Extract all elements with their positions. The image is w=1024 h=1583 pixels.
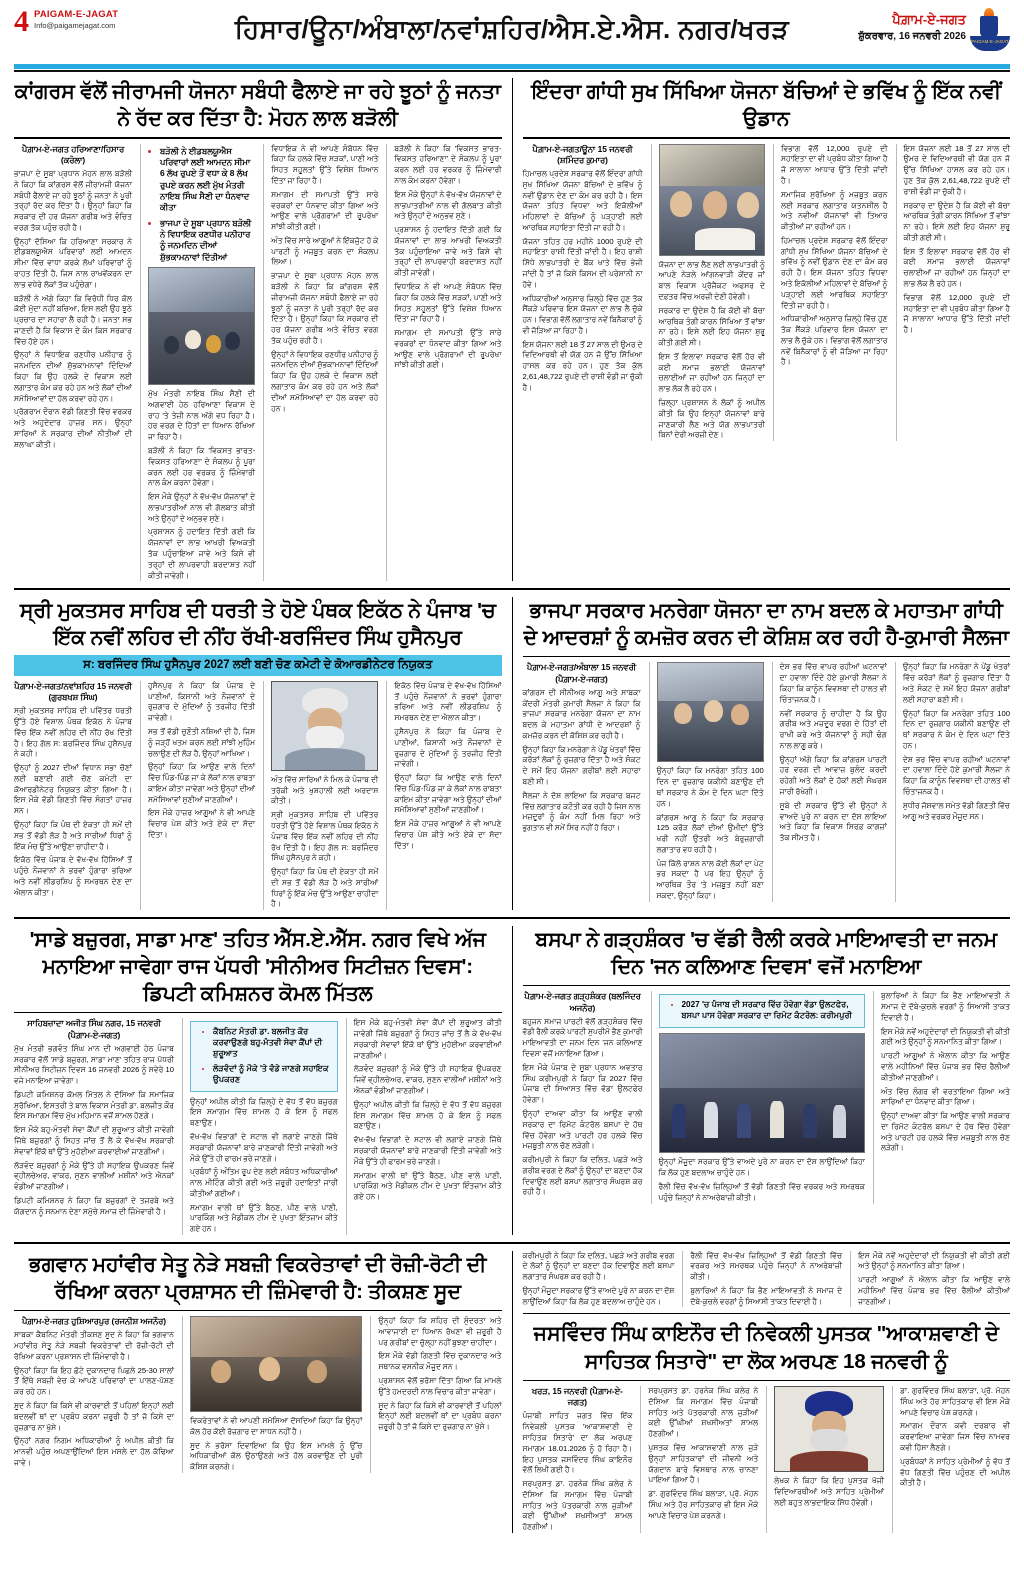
paragraph: ਉਨ੍ਹਾਂ ਅਪੀਲ ਕੀਤੀ ਕਿ ਜ਼ਿਲ੍ਹੇ ਦੇ ਵੱਧ ਤੋਂ ਵੱਧ ਬਜ਼ੁਰਗ ਇਸ ਸਮਾਗਮ ਵਿੱਚ ਸ਼ਾਮਲ ਹੋ ਕੇ ਇਸ ਨੂੰ ਸਫਲ ਬਣਾਉਣ। xyxy=(353,1099,502,1131)
paragraph: ਇਸ ਮੌਕੇ ਬਹੁ-ਮੰਤਵੀ ਸੇਵਾ ਕੈਂਪਾਂ ਦੀ ਸ਼ੁਰੂਆਤ ਕੀਤੀ ਜਾਵੇਗੀ ਜਿੱਥੇ ਬਜ਼ੁਰਗਾਂ ਨੂੰ ਸਿਹਤ ਜਾਂਚ ਤੋਂ ਲੈ ਕੇ ਵੱਖ-ਵੱਖ ਸਰਕਾਰੀ ਸੇਵਾਵਾਂ ਇੱਕੋ ਥਾਂ ਉੱਤੇ ਮੁਹੱਈਆ ਕਰਵਾਈਆਂ ਜਾਣਗੀਆਂ। xyxy=(14,1125,174,1156)
paragraph: ਪੁਸਤਕ ਵਿੱਚ ਆਕਾਸ਼ਵਾਣੀ ਨਾਲ ਜੁੜੇ ਉਨ੍ਹਾਂ ਸਾਹਿਤਕਾਰਾਂ ਦੀ ਜੀਵਨੀ ਅਤੇ ਯੋਗਦਾਨ ਬਾਰੇ ਵਿਸਥਾਰ ਨਾਲ ਚਾਨਣਾ ਪਾਇਆ ਗਿਆ ਹੈ। xyxy=(648,1442,759,1485)
paragraph: ਯੋਜਨਾ ਤਹਿਤ ਹਰ ਮਹੀਨੇ 1000 ਰੁਪਏ ਦੀ ਸਹਾਇਤਾ ਰਾਸ਼ੀ ਦਿੱਤੀ ਜਾਂਦੀ ਹੈ। ਇਹ ਰਾਸ਼ੀ ਸਿੱਧੇ ਲਾਭਪਾਤਰੀ ਦੇ ਬੈਂਕ ਖਾਤੇ ਵਿੱਚ ਭੇਜੀ ਜਾਂਦੀ ਹੈ ਤਾਂ ਜੋ ਕਿਸੇ ਕਿਸਮ ਦੀ ਪਰੇਸ਼ਾਨੀ ਨਾ ਹੋਵੇ। xyxy=(522,236,643,289)
list-item: • ਭਾਜਪਾ ਦੇ ਸੂਬਾ ਪ੍ਰਧਾਨ ਬੜੋਲੀ ਨੇ ਵਿਧਾਇਕ ਰਣਧੀਰ ਪਨੀਹਾਰ ਨੂੰ ਜਨਮਦਿਨ ਦੀਆਂ ਸ਼ੁੱਭਕਾਮਨਾਵਾਂ ਦਿੱਤੀਆਂ xyxy=(160,218,255,263)
paragraph: ਉਨ੍ਹਾਂ ਕਿਹਾ ਕਿ ਮਨਰੇਗਾ ਤਹਿਤ 100 ਦਿਨ ਦਾ ਰੁਜ਼ਗਾਰ ਯਕੀਨੀ ਬਣਾਉਣ ਦੀ ਥਾਂ ਸਰਕਾਰ ਨੇ ਕੰਮ ਦੇ ਦਿਨ ਘਟਾ ਦਿੱਤੇ ਹਨ। xyxy=(656,766,764,808)
story5-rule xyxy=(14,1012,502,1014)
edition-list: ਹਿਸਾਰ/ਊਨਾ/ਅੰਬਾਲਾ/ਨਵਾਂਸ਼ਹਿਰ/ਐਸ.ਏ.ਐਸ. ਨਗਰ/ਖਰੜ xyxy=(234,14,790,44)
photo-figure xyxy=(670,191,692,217)
paragraph: ਜ਼ਿਲ੍ਹਾ ਪ੍ਰਸ਼ਾਸਨ ਨੇ ਲੋਕਾਂ ਨੂੰ ਅਪੀਲ ਕੀਤੀ ਕਿ ਉਹ ਇਨ੍ਹਾਂ ਯੋਜਨਾਵਾਂ ਬਾਰੇ ਜਾਣਕਾਰੀ ਲੈਣ ਅਤੇ ਯੋਗ ਲਾਭਪਾਤਰੀ ਬਿਨਾਂ ਦੇਰੀ ਅਰਜ਼ੀ ਦੇਣ। xyxy=(658,397,765,440)
masthead-left xyxy=(14,6,224,37)
paragraph: ਬੁਲਾਰਿਆਂ ਨੇ ਕਿਹਾ ਕਿ ਭੈਣ ਮਾਇਆਵਤੀ ਨੇ ਸਮਾਜ ਦੇ ਦੱਬੇ-ਕੁਚਲੇ ਵਰਗਾਂ ਨੂੰ ਸਿਆਸੀ ਤਾਕਤ ਦਿਵਾਈ ਹੈ। xyxy=(690,1285,843,1306)
block-bottom xyxy=(14,1251,1010,1533)
story3-columns xyxy=(523,662,1011,901)
story6-dateline: ਪੈਗ਼ਾਮ-ਏ-ਜਗਤ ਗੜ੍ਹਸ਼ੰਕਰ (ਬਲਜਿੰਦਰ ਅਜਨੌਰ) xyxy=(524,991,641,1013)
story4-col4 xyxy=(386,681,501,910)
story7-headline: ਭਗਵਾਨ ਮਹਾਂਵੀਰ ਸੇਤੂ ਨੇੜੇ ਸਬਜ਼ੀ ਵਿਕਰੇਤਾਵਾਂ ਦੀ ਰੋਜ਼ੀ-ਰੋਟੀ ਦੀ ਰੱਖਿਆ ਕਰਨਾ ਪ੍ਰਸ਼ਾਸਨ ਦੀ ਜ਼ਿੰਮੇਵਾਰੀ ਹੈ: ਤੀਕਸ਼ਣ ਸੂਦ xyxy=(29,1252,487,1303)
story1-columns xyxy=(14,144,502,582)
story4-col3 xyxy=(263,681,378,910)
horizontal-divider xyxy=(14,1242,1010,1244)
photo-figure xyxy=(225,332,240,350)
paragraph: ਪ੍ਰਬੰਧਾਂ ਨੂੰ ਅੰਤਿਮ ਰੂਪ ਦੇਣ ਲਈ ਸਬੰਧਤ ਅਧਿਕਾਰੀਆਂ ਨਾਲ ਮੀਟਿੰਗ ਕੀਤੀ ਗਈ ਅਤੇ ਜ਼ਰੂਰੀ ਹਦਾਇਤਾਂ ਜਾਰੀ ਕੀਤੀਆਂ ਗਈਆਂ। xyxy=(190,1167,338,1198)
paragraph: ਵਿਕਰੇਤਾਵਾਂ ਨੇ ਵੀ ਆਪਣੀ ਸਮੱਸਿਆ ਦੱਸਦਿਆਂ ਕਿਹਾ ਕਿ ਉਨ੍ਹਾਂ ਕੋਲ ਹੋਰ ਕੋਈ ਰੋਜ਼ਗਾਰ ਦਾ ਸਾਧਨ ਨਹੀਂ ਹੈ। xyxy=(190,1416,363,1436)
paragraph: ਉਨ੍ਹਾਂ ਕਿਹਾ ਕਿ ਆਉਣ ਵਾਲੇ ਦਿਨਾਂ ਵਿੱਚ ਪਿੰਡ-ਪਿੰਡ ਜਾ ਕੇ ਲੋਕਾਂ ਨਾਲ ਰਾਬਤਾ ਕਾਇਮ ਕੀਤਾ ਜਾਵੇਗਾ ਅਤੇ ਉਨ੍ਹਾਂ ਦੀਆਂ ਸਮੱਸਿਆਵਾਂ ਸੁਣੀਆਂ ਜਾਣਗੀਆਂ। xyxy=(394,773,502,815)
paragraph: ਅੰਤ ਵਿੱਚ ਸਾਰਿਆਂ ਨੇ ਮਿਲ ਕੇ ਪੰਜਾਬ ਦੀ ਤਰੱਕੀ ਅਤੇ ਖੁਸ਼ਹਾਲੀ ਲਈ ਅਰਦਾਸ ਕੀਤੀ। xyxy=(271,774,379,806)
story8-headline: ਜਸਵਿੰਦਰ ਸਿੰਘ ਕਾਇਨੌਰ ਦੀ ਨਿਵੇਕਲੀ ਪੁਸਤਕ "ਆਕਾਸ਼ਵਾਣੀ ਦੇ ਸਾਹਿਤਕ ਸਿਤਾਰੇ" ਦਾ ਲੋਕ ਅਰਪਣ 18 ਜਨਵਰੀ ਨੂੰ xyxy=(533,1322,999,1373)
photo-figure xyxy=(259,1357,280,1381)
column-divider xyxy=(512,78,513,581)
story6-continued xyxy=(523,1251,1011,1308)
story4-subbanner: ਸ: ਬਰਜਿੰਦਰ ਸਿੰਘ ਹੁਸੈਨਪੁਰ 2027 ਲਈ ਬਣੀ ਚੋਣ ਕਮੇਟੀ ਦੇ ਕੋਆਰਡੀਨੇਟਰ ਨਿਯੁਕਤ xyxy=(14,655,502,676)
story3-col2 xyxy=(649,662,764,901)
horizontal-divider xyxy=(14,917,1010,919)
paragraph: ਉਨ੍ਹਾਂ ਕਿਹਾ ਕਿ ਆਉਣ ਵਾਲੇ ਦਿਨਾਂ ਵਿੱਚ ਪਿੰਡ-ਪਿੰਡ ਜਾ ਕੇ ਲੋਕਾਂ ਨਾਲ ਰਾਬਤਾ ਕਾਇਮ ਕੀਤਾ ਜਾਵੇਗਾ ਅਤੇ ਉਨ੍ਹਾਂ ਦੀਆਂ ਸਮੱਸਿਆਵਾਂ ਸੁਣੀਆਂ ਜਾਣਗੀਆਂ। xyxy=(148,762,256,804)
paragraph: ਸਮਾਗਮ ਵਾਲੀ ਥਾਂ ਉੱਤੇ ਬੈਠਣ, ਪੀਣ ਵਾਲੇ ਪਾਣੀ, ਪਾਰਕਿੰਗ ਅਤੇ ਮੈਡੀਕਲ ਟੀਮ ਦੇ ਪੁਖਤਾ ਇੰਤਜ਼ਾਮ ਕੀਤੇ ਗਏ ਹਨ। xyxy=(353,1170,502,1202)
paragraph: ਹਿਮਾਚਲ ਪ੍ਰਦੇਸ਼ ਸਰਕਾਰ ਵੱਲੋਂ ਇੰਦਰਾ ਗਾਂਧੀ ਸੁਖ ਸਿੱਖਿਆ ਯੋਜਨਾ ਬੱਚਿਆਂ ਦੇ ਭਵਿੱਖ ਨੂੰ ਨਵੀਂ ਉਡਾਨ ਦੇਣ ਦਾ ਕੰਮ ਕਰ ਰਹੀ ਹੈ। ਇਸ ਯੋਜਨਾ ਤਹਿਤ ਵਿਧਵਾ ਅਤੇ ਇਕੱਲੀਆਂ ਮਹਿਲਾਵਾਂ ਦੇ ਬੱਚਿਆਂ ਨੂੰ ਪੜ੍ਹਾਈ ਲਈ ਆਰਥਿਕ ਸਹਾਇਤਾ ਦਿੱਤੀ ਜਾ ਰਹੀ ਹੈ। xyxy=(781,235,888,310)
block-top xyxy=(14,78,1010,581)
story6-col3 xyxy=(873,991,1010,1203)
paragraph: ਡਿਪਟੀ ਕਮਿਸ਼ਨਰ ਕੋਮਲ ਮਿੱਤਲ ਨੇ ਦੱਸਿਆ ਕਿ ਸਮਾਜਿਕ ਸੁਰੱਖਿਆ, ਇਸਤਰੀ ਤੇ ਬਾਲ ਵਿਕਾਸ ਮੰਤਰੀ ਡਾ. ਬਲਜੀਤ ਕੌਰ ਇਸ ਸਮਾਗਮ ਵਿੱਚ ਮੁੱਖ ਮਹਿਮਾਨ ਵਜੋਂ ਸ਼ਾਮਲ ਹੋਣਗੇ। xyxy=(14,1089,174,1121)
paragraph: ਬੜੋਲੀ ਨੇ ਕਿਹਾ ਕਿ 'ਵਿਕਸਤ ਭਾਰਤ-ਵਿਕਸਤ ਹਰਿਆਣਾ' ਦੇ ਸੰਕਲਪ ਨੂੰ ਪੂਰਾ ਕਰਨ ਲਈ ਹਰ ਵਰਕਰ ਨੂੰ ਜ਼ਿੰਮੇਵਾਰੀ ਨਾਲ ਕੰਮ ਕਰਨਾ ਹੋਵੇਗਾ। xyxy=(148,445,256,488)
paragraph: ਅੰਤ ਵਿੱਚ ਸਾਰੇ ਆਗੂਆਂ ਨੇ ਇੱਕਜੁੱਟ ਹੋ ਕੇ ਪਾਰਟੀ ਨੂੰ ਮਜ਼ਬੂਤ ਕਰਨ ਦਾ ਸੰਕਲਪ ਲਿਆ। xyxy=(271,235,379,267)
photo-figure xyxy=(731,704,749,725)
paragraph: ਪ੍ਰੋਗਰਾਮ ਦੌਰਾਨ ਵੱਡੀ ਗਿਣਤੀ ਵਿੱਚ ਵਰਕਰ ਅਤੇ ਅਹੁਦੇਦਾਰ ਹਾਜ਼ਰ ਸਨ। ਉਨ੍ਹਾਂ ਸਾਰਿਆਂ ਨੇ ਸਰਕਾਰ ਦੀਆਂ ਨੀਤੀਆਂ ਦੀ ਸ਼ਲਾਘਾ ਕੀਤੀ। xyxy=(14,407,132,449)
story7-photo xyxy=(190,1316,362,1412)
paragraph: ਉਨ੍ਹਾਂ ਦੱਸਿਆ ਕਿ ਹਰਿਆਣਾ ਸਰਕਾਰ ਨੇ ਈਡਬਲਯੂਐਸ ਪਰਿਵਾਰਾਂ ਲਈ ਆਮਦਨ ਸੀਮਾ ਵਿੱਚ ਵਾਧਾ ਕਰਕੇ ਲੱਖਾਂ ਪਰਿਵਾਰਾਂ ਨੂੰ ਰਾਹਤ ਦਿੱਤੀ ਹੈ, ਜਿਸ ਨਾਲ ਰਾਖਵੇਂਕਰਨ ਦਾ ਲਾਭ ਵਧੇਰੇ ਲੋਕਾਂ ਤੱਕ ਪਹੁੰਚੇਗਾ। xyxy=(14,236,132,289)
logo-base-text: PAIGAM-E-JAGAT xyxy=(971,39,1009,44)
story2-col3 xyxy=(773,144,888,442)
paragraph: ਉਨ੍ਹਾਂ ਕਿਹਾ ਕਿ ਇਹ ਛੋਟੇ ਦੁਕਾਨਦਾਰ ਪਿਛਲੇ 25-30 ਸਾਲਾਂ ਤੋਂ ਇੱਥੇ ਸਬਜ਼ੀ ਵੇਚ ਕੇ ਆਪਣੇ ਪਰਿਵਾਰਾਂ ਦਾ ਪਾਲਣ-ਪੋਸ਼ਣ ਕਰ ਰਹੇ ਹਨ। xyxy=(14,1365,174,1397)
brand-block xyxy=(34,6,118,30)
paragraph: ਸੂਦ ਨੇ ਕਿਹਾ ਕਿ ਕਿਸੇ ਵੀ ਕਾਰਵਾਈ ਤੋਂ ਪਹਿਲਾਂ ਇਨ੍ਹਾਂ ਲਈ ਬਦਲਵੀਂ ਥਾਂ ਦਾ ਪ੍ਰਬੰਧ ਕਰਨਾ ਜ਼ਰੂਰੀ ਹੈ ਤਾਂ ਜੋ ਕਿਸੇ ਦਾ ਰੁਜ਼ਗਾਰ ਨਾ ਖੁੱਸੇ। xyxy=(378,1400,502,1432)
story5-col3 xyxy=(346,1018,502,1235)
photo-figure xyxy=(737,1104,751,1138)
story2-rule xyxy=(523,137,1011,139)
paragraph: ਵੱਖ-ਵੱਖ ਵਿਭਾਗਾਂ ਦੇ ਸਟਾਲ ਵੀ ਲਗਾਏ ਜਾਣਗੇ ਜਿੱਥੇ ਸਰਕਾਰੀ ਯੋਜਨਾਵਾਂ ਬਾਰੇ ਜਾਣਕਾਰੀ ਦਿੱਤੀ ਜਾਵੇਗੀ ਅਤੇ ਮੌਕੇ ਉੱਤੇ ਹੀ ਫਾਰਮ ਭਰੇ ਜਾਣਗੇ। xyxy=(353,1135,502,1166)
paragraph: ਇਸ ਯੋਜਨਾ ਲਈ 18 ਤੋਂ 27 ਸਾਲ ਦੀ ਉਮਰ ਦੇ ਵਿਦਿਆਰਥੀ ਵੀ ਯੋਗ ਹਨ ਜੋ ਉੱਚ ਸਿੱਖਿਆ ਹਾਸਲ ਕਰ ਰਹੇ ਹਨ। ਹੁਣ ਤੱਕ ਕੁੱਲ 2,61,48,722 ਰੁਪਏ ਦੀ ਰਾਸ਼ੀ ਵੰਡੀ ਜਾ ਚੁੱਕੀ ਹੈ। xyxy=(522,339,643,392)
story7-col3 xyxy=(370,1316,501,1473)
paragraph: ਇਕੱਠ ਵਿੱਚ ਪੰਜਾਬ ਦੇ ਵੱਖ-ਵੱਖ ਹਿੱਸਿਆਂ ਤੋਂ ਪਹੁੰਚੇ ਨੌਜਵਾਨਾਂ ਨੇ ਭਰਵਾਂ ਹੁੰਗਾਰਾ ਭਰਿਆ ਅਤੇ ਨਵੀਂ ਲੀਡਰਸ਼ਿਪ ਨੂੰ ਸਮਰਥਨ ਦੇਣ ਦਾ ਐਲਾਨ ਕੀਤਾ। xyxy=(394,680,502,723)
masthead-blue-rule xyxy=(14,64,1010,69)
story6-col1 xyxy=(523,991,643,1203)
story1-bullet-list xyxy=(148,146,255,263)
paragraph: ਲੋੜਵੰਦ ਬਜ਼ੁਰਗਾਂ ਨੂੰ ਮੌਕੇ ਉੱਤੇ ਹੀ ਸਹਾਇਕ ਉਪਕਰਣ ਜਿਵੇਂ ਵ੍ਹੀਲਚੇਅਰ, ਵਾਕਰ, ਸੁਣਨ ਵਾਲੀਆਂ ਮਸ਼ੀਨਾਂ ਅਤੇ ਐਨਕਾਂ ਵੰਡੀਆਂ ਜਾਣਗੀਆਂ। xyxy=(14,1160,174,1192)
story5-dateline: ਸਾਹਿਬਜ਼ਾਦਾ ਅਜੀਤ ਸਿੰਘ ਨਗਰ, 15 ਜਨਵਰੀ (ਪੈਗ਼ਾਮ-ਏ-ਜਗਤ) xyxy=(27,1018,161,1040)
paragraph: ਇਸ ਮੌਕੇ ਹਾਜ਼ਰ ਆਗੂਆਂ ਨੇ ਵੀ ਆਪਣੇ ਵਿਚਾਰ ਪੇਸ਼ ਕੀਤੇ ਅਤੇ ਏਕੇ ਦਾ ਸੱਦਾ ਦਿੱਤਾ। xyxy=(148,808,256,839)
story4-columns xyxy=(14,681,502,910)
column-divider xyxy=(512,926,513,1235)
story2-col4 xyxy=(896,144,1011,442)
page-body xyxy=(0,72,1024,1543)
paragraph: ਉਨ੍ਹਾਂ ਕਿਹਾ ਕਿ ਮਨਰੇਗਾ ਨੇ ਪੇਂਡੂ ਖੇਤਰਾਂ ਵਿੱਚ ਕਰੋੜਾਂ ਲੋਕਾਂ ਨੂੰ ਰੁਜ਼ਗਾਰ ਦਿੱਤਾ ਹੈ ਅਤੇ ਸੰਕਟ ਦੇ ਸਮੇਂ ਇਹ ਯੋਜਨਾ ਗਰੀਬਾਂ ਲਈ ਸਹਾਰਾ ਬਣੀ ਸੀ। xyxy=(522,744,641,787)
paragraph: ਰੈਲੀ ਵਿੱਚ ਵੱਖ-ਵੱਖ ਜ਼ਿਲ੍ਹਿਆਂ ਤੋਂ ਵੱਡੀ ਗਿਣਤੀ ਵਿੱਚ ਵਰਕਰ ਅਤੇ ਸਮਰਥਕ ਪਹੁੰਚੇ ਜਿਨ੍ਹਾਂ ਨੇ ਨਾਅਰੇਬਾਜ਼ੀ ਕੀਤੀ। xyxy=(658,1182,865,1202)
story6-cont-col1 xyxy=(523,1251,675,1308)
list-item: • ਬੜੋਲੀ ਨੇ ਈਡਬਲਯੂਐਸ ਪਰਿਵਾਰਾਂ ਲਈ ਆਮਦਨ ਸੀਮਾ 6 ਲੱਖ ਰੁਪਏ ਤੋਂ ਵਧਾ ਕੇ 8 ਲੱਖ ਰੁਪਏ ਕਰਨ ਲਈ ਮੁੱਖ ਮੰਤਰੀ ਨਾਇਬ ਸਿੰਘ ਸੈਣੀ ਦਾ ਧੰਨਵਾਦ ਕੀਤਾ xyxy=(160,146,255,214)
paragraph: ਸਮਾਜਿਕ ਸੁਰੱਖਿਆ ਨੂੰ ਮਜ਼ਬੂਤ ਕਰਨ ਲਈ ਸਰਕਾਰ ਲਗਾਤਾਰ ਯਤਨਸ਼ੀਲ ਹੈ ਅਤੇ ਨਵੀਆਂ ਯੋਜਨਾਵਾਂ ਵੀ ਤਿਆਰ ਕੀਤੀਆਂ ਜਾ ਰਹੀਆਂ ਹਨ। xyxy=(781,189,888,232)
paragraph: ਅਧਿਕਾਰੀਆਂ ਅਨੁਸਾਰ ਜ਼ਿਲ੍ਹੇ ਵਿੱਚ ਹੁਣ ਤੱਕ ਸੈਂਕੜੇ ਪਰਿਵਾਰ ਇਸ ਯੋਜਨਾ ਦਾ ਲਾਭ ਲੈ ਚੁੱਕੇ ਹਨ। ਵਿਭਾਗ ਵੱਲੋਂ ਲਗਾਤਾਰ ਨਵੇਂ ਬਿਨੈਕਾਰਾਂ ਨੂੰ ਵੀ ਜੋੜਿਆ ਜਾ ਰਿਹਾ ਹੈ। xyxy=(522,293,643,335)
paragraph: ਉਨ੍ਹਾਂ ਦਾਅਵਾ ਕੀਤਾ ਕਿ ਆਉਣ ਵਾਲੀ ਸਰਕਾਰ ਦਾ ਰਿਮੋਟ ਕੰਟਰੋਲ ਬਸਪਾ ਦੇ ਹੱਥ ਵਿੱਚ ਹੋਵੇਗਾ ਅਤੇ ਪਾਰਟੀ ਹਰ ਹਲਕੇ ਵਿੱਚ ਮਜ਼ਬੂਤੀ ਨਾਲ ਚੋਣ ਲੜੇਗੀ। xyxy=(880,1111,1010,1153)
photo-figure xyxy=(185,330,201,349)
story2-columns xyxy=(523,144,1011,442)
paragraph: ਸਰਪ੍ਰਸਤ ਡਾ. ਹਰਨੇਕ ਸਿੰਘ ਕਲੇਰ ਨੇ ਦੱਸਿਆ ਕਿ ਸਮਾਗਮ ਵਿੱਚ ਪੰਜਾਬੀ ਸਾਹਿਤ ਅਤੇ ਪੱਤਰਕਾਰੀ ਨਾਲ ਜੁੜੀਆਂ ਕਈ ਉੱਘੀਆਂ ਸ਼ਖਸੀਅਤਾਂ ਸ਼ਾਮਲ ਹੋਣਗੀਆਂ। xyxy=(648,1386,759,1439)
paragraph: ਇਸ ਮੌਕੇ ਵੱਡੀ ਗਿਣਤੀ ਵਿੱਚ ਦੁਕਾਨਦਾਰ ਅਤੇ ਸਥਾਨਕ ਵਸਨੀਕ ਮੌਜੂਦ ਸਨ। xyxy=(378,1351,502,1372)
paragraph: ਉਨ੍ਹਾਂ ਦਾਅਵਾ ਕੀਤਾ ਕਿ ਆਉਣ ਵਾਲੀ ਸਰਕਾਰ ਦਾ ਰਿਮੋਟ ਕੰਟਰੋਲ ਬਸਪਾ ਦੇ ਹੱਥ ਵਿੱਚ ਹੋਵੇਗਾ ਅਤੇ ਪਾਰਟੀ ਹਰ ਹਲਕੇ ਵਿੱਚ ਮਜ਼ਬੂਤੀ ਨਾਲ ਚੋਣ ਲੜੇਗੀ। xyxy=(522,1108,643,1151)
paragraph: ਵਿਭਾਗ ਵੱਲੋਂ 12,000 ਰੁਪਏ ਦੀ ਸਹਾਇਤਾ ਦਾ ਵੀ ਪ੍ਰਬੰਧ ਕੀਤਾ ਗਿਆ ਹੈ ਜੋ ਸਾਲਾਨਾ ਆਧਾਰ ਉੱਤੇ ਦਿੱਤੀ ਜਾਂਦੀ ਹੈ। xyxy=(903,292,1010,335)
story6-cont-col3 xyxy=(850,1251,1010,1308)
paragraph: ਸੂਦ ਨੇ ਕਿਹਾ ਕਿ ਕਿਸੇ ਵੀ ਕਾਰਵਾਈ ਤੋਂ ਪਹਿਲਾਂ ਇਨ੍ਹਾਂ ਲਈ ਬਦਲਵੀਂ ਥਾਂ ਦਾ ਪ੍ਰਬੰਧ ਕਰਨਾ ਜ਼ਰੂਰੀ ਹੈ ਤਾਂ ਜੋ ਕਿਸੇ ਦਾ ਰੁਜ਼ਗਾਰ ਨਾ ਖੁੱਸੇ। xyxy=(14,1401,174,1432)
story6-rule xyxy=(523,985,1011,987)
story7-rule xyxy=(14,1310,502,1312)
paragraph: ਸਮਾਗਮ ਦੀ ਸਮਾਪਤੀ ਉੱਤੇ ਸਾਰੇ ਵਰਕਰਾਂ ਦਾ ਧੰਨਵਾਦ ਕੀਤਾ ਗਿਆ ਅਤੇ ਆਉਣ ਵਾਲੇ ਪ੍ਰੋਗਰਾਮਾਂ ਦੀ ਰੂਪਰੇਖਾ ਸਾਂਝੀ ਕੀਤੀ ਗਈ। xyxy=(271,189,379,232)
story7-col1 xyxy=(14,1316,174,1473)
paragraph: ਪ੍ਰਬੰਧਕਾਂ ਨੇ ਸਾਹਿਤ ਪ੍ਰੇਮੀਆਂ ਨੂੰ ਵੱਧ ਤੋਂ ਵੱਧ ਗਿਣਤੀ ਵਿੱਚ ਪਹੁੰਚਣ ਦੀ ਅਪੀਲ ਕੀਤੀ ਹੈ। xyxy=(900,1456,1010,1488)
story6-columns xyxy=(523,991,1011,1203)
paragraph: ਸ੍ਰੀ ਮੁਕਤਸਰ ਸਾਹਿਬ ਦੀ ਪਵਿੱਤਰ ਧਰਤੀ ਉੱਤੇ ਹੋਏ ਵਿਸ਼ਾਲ ਪੰਥਕ ਇਕੱਠ ਨੇ ਪੰਜਾਬ ਵਿੱਚ ਇੱਕ ਨਵੀਂ ਲਹਿਰ ਦੀ ਨੀਂਹ ਰੱਖ ਦਿੱਤੀ ਹੈ। ਇਹ ਗੱਲ ਸ: ਬਰਜਿੰਦਰ ਸਿੰਘ ਹੁਸੈਨਪੁਰ ਨੇ ਕਹੀ। xyxy=(271,810,379,863)
paragraph: ਇਸ ਮੌਕੇ ਨਵੇਂ ਅਹੁਦੇਦਾਰਾਂ ਦੀ ਨਿਯੁਕਤੀ ਵੀ ਕੀਤੀ ਗਈ ਅਤੇ ਉਨ੍ਹਾਂ ਨੂੰ ਸਨਮਾਨਿਤ ਕੀਤਾ ਗਿਆ। xyxy=(880,1026,1010,1047)
publication-date: ਸ਼ੁੱਕਰਵਾਰ, 16 ਜਨਵਰੀ 2026 xyxy=(858,30,966,42)
paragraph: ਭਾਜਪਾ ਦੇ ਸੂਬਾ ਪ੍ਰਧਾਨ ਮੋਹਨ ਲਾਲ ਬੜੋਲੀ ਨੇ ਕਿਹਾ ਕਿ ਕਾਂਗਰਸ ਵੱਲੋਂ ਜੀਰਾਮਜੀ ਯੋਜਨਾ ਸਬੰਧੀ ਫੈਲਾਏ ਜਾ ਰਹੇ ਝੂਠਾਂ ਨੂੰ ਜਨਤਾ ਨੇ ਪੂਰੀ ਤਰ੍ਹਾਂ ਰੱਦ ਕਰ ਦਿੱਤਾ ਹੈ। ਉਨ੍ਹਾਂ ਕਿਹਾ ਕਿ ਸਰਕਾਰ ਦੀ ਹਰ ਯੋਜਨਾ ਗਰੀਬ ਅਤੇ ਵੰਚਿਤ ਵਰਗ ਤੱਕ ਪਹੁੰਚ ਰਹੀ ਹੈ। xyxy=(271,271,379,345)
paragraph: ਉਨ੍ਹਾਂ ਕਿਹਾ ਕਿ ਮਨਰੇਗਾ ਤਹਿਤ 100 ਦਿਨ ਦਾ ਰੁਜ਼ਗਾਰ ਯਕੀਨੀ ਬਣਾਉਣ ਦੀ ਥਾਂ ਸਰਕਾਰ ਨੇ ਕੰਮ ਦੇ ਦਿਨ ਘਟਾ ਦਿੱਤੇ ਹਨ। xyxy=(902,708,1011,750)
torch-logo-icon xyxy=(970,8,1010,52)
story-mnrega-selja xyxy=(523,597,1011,910)
story-book-release xyxy=(523,1251,1011,1533)
brand-name: PAIGAM-E-JAGAT xyxy=(34,9,119,20)
story1-rule xyxy=(14,137,502,139)
paragraph: ਇਸ ਮੌਕੇ ਬਹੁ-ਮੰਤਵੀ ਸੇਵਾ ਕੈਂਪਾਂ ਦੀ ਸ਼ੁਰੂਆਤ ਕੀਤੀ ਜਾਵੇਗੀ ਜਿੱਥੇ ਬਜ਼ੁਰਗਾਂ ਨੂੰ ਸਿਹਤ ਜਾਂਚ ਤੋਂ ਲੈ ਕੇ ਵੱਖ-ਵੱਖ ਸਰਕਾਰੀ ਸੇਵਾਵਾਂ ਇੱਕੋ ਥਾਂ ਉੱਤੇ ਮੁਹੱਈਆ ਕਰਵਾਈਆਂ ਜਾਣਗੀਆਂ। xyxy=(353,1018,502,1060)
photo-figure xyxy=(704,700,723,722)
story8-col2 xyxy=(640,1386,758,1533)
paragraph: ਇਸ ਮੌਕੇ ਹਾਜ਼ਰ ਆਗੂਆਂ ਨੇ ਵੀ ਆਪਣੇ ਵਿਚਾਰ ਪੇਸ਼ ਕੀਤੇ ਅਤੇ ਏਕੇ ਦਾ ਸੱਦਾ ਦਿੱਤਾ। xyxy=(394,819,502,850)
story1-col1 xyxy=(14,144,132,582)
story1-col2 xyxy=(140,144,255,582)
story6-headline: ਬਸਪਾ ਨੇ ਗੜ੍ਹਸ਼ੰਕਰ 'ਚ ਵੱਡੀ ਰੈਲੀ ਕਰਕੇ ਮਾਇਆਵਤੀ ਦਾ ਜਨਮ ਦਿਨ 'ਜਨ ਕਲਿਆਣ ਦਿਵਸ' ਵਜੋਂ ਮਨਾਇਆ xyxy=(535,927,998,978)
paragraph: ਉਨ੍ਹਾਂ ਕਿਹਾ ਕਿ ਪੰਥ ਦੀ ਏਕਤਾ ਹੀ ਸਮੇਂ ਦੀ ਸਭ ਤੋਂ ਵੱਡੀ ਲੋੜ ਹੈ ਅਤੇ ਸਾਰੀਆਂ ਧਿਰਾਂ ਨੂੰ ਇੱਕ ਮੰਚ ਉੱਤੇ ਆਉਣਾ ਚਾਹੀਦਾ ਹੈ। xyxy=(14,820,132,851)
paragraph: ਹੁਸੈਨਪੁਰ ਨੇ ਕਿਹਾ ਕਿ ਪੰਜਾਬ ਦੇ ਪਾਣੀਆਂ, ਕਿਸਾਨੀ ਅਤੇ ਨੌਜਵਾਨਾਂ ਦੇ ਰੁਜ਼ਗਾਰ ਦੇ ਮੁੱਦਿਆਂ ਨੂੰ ਤਰਜੀਹ ਦਿੱਤੀ ਜਾਵੇਗੀ। xyxy=(394,726,502,769)
story6-photo xyxy=(659,1033,865,1153)
photo-figure xyxy=(206,335,221,353)
story1-dateline: ਪੈਗ਼ਾਮ-ਏ-ਜਗਤ ਹਰਿਆਣਾ/ਹਿਸਾਰ (ਕਰੋਲਾ) xyxy=(21,143,125,165)
story6-col2 xyxy=(651,991,865,1203)
photo-figure xyxy=(211,1360,231,1383)
photo-figure xyxy=(674,703,692,724)
story8-col3 xyxy=(766,1386,884,1533)
paragraph: ਬਹੁਜਨ ਸਮਾਜ ਪਾਰਟੀ ਵੱਲੋਂ ਗੜ੍ਹਸ਼ੰਕਰ ਵਿੱਚ ਵੱਡੀ ਰੈਲੀ ਕਰਕੇ ਪਾਰਟੀ ਸੁਪਰੀਮੋ ਭੈਣ ਕੁਮਾਰੀ ਮਾਇਆਵਤੀ ਦਾ ਜਨਮ ਦਿਨ 'ਜਨ ਕਲਿਆਣ ਦਿਵਸ' ਵਜੋਂ ਮਨਾਇਆ ਗਿਆ। xyxy=(522,1016,643,1059)
paragraph: ਪਾਰਟੀ ਆਗੂਆਂ ਨੇ ਐਲਾਨ ਕੀਤਾ ਕਿ ਆਉਣ ਵਾਲੇ ਮਹੀਨਿਆਂ ਵਿੱਚ ਪੰਜਾਬ ਭਰ ਵਿੱਚ ਰੈਲੀਆਂ ਕੀਤੀਆਂ ਜਾਣਗੀਆਂ। xyxy=(880,1051,1010,1082)
story-indira-gandhi-scheme xyxy=(523,78,1011,581)
paragraph: ਕਰੀਮਪੁਰੀ ਨੇ ਕਿਹਾ ਕਿ ਦਲਿਤ, ਪਛੜੇ ਅਤੇ ਗਰੀਬ ਵਰਗ ਦੇ ਲੋਕਾਂ ਨੂੰ ਉਨ੍ਹਾਂ ਦਾ ਬਣਦਾ ਹੱਕ ਦਿਵਾਉਣ ਲਈ ਬਸਪਾ ਲਗਾਤਾਰ ਸੰਘਰਸ਼ ਕਰ ਰਹੀ ਹੈ। xyxy=(522,1250,675,1282)
paragraph: ਸਾਬਕਾ ਕੈਬਨਿਟ ਮੰਤਰੀ ਤੀਕਸ਼ਣ ਸੂਦ ਨੇ ਕਿਹਾ ਕਿ ਭਗਵਾਨ ਮਹਾਂਵੀਰ ਸੇਤੂ ਨੇੜੇ ਸਬਜ਼ੀ ਵਿਕਰੇਤਾਵਾਂ ਦੀ ਰੋਜ਼ੀ-ਰੋਟੀ ਦੀ ਰੱਖਿਆ ਕਰਨਾ ਪ੍ਰਸ਼ਾਸਨ ਦੀ ਜ਼ਿੰਮੇਵਾਰੀ ਹੈ। xyxy=(14,1330,174,1361)
paragraph: ਇਸ ਤੋਂ ਇਲਾਵਾ ਸਰਕਾਰ ਵੱਲੋਂ ਹੋਰ ਵੀ ਕਈ ਸਮਾਜ ਭਲਾਈ ਯੋਜਨਾਵਾਂ ਚਲਾਈਆਂ ਜਾ ਰਹੀਆਂ ਹਨ ਜਿਨ੍ਹਾਂ ਦਾ ਲਾਭ ਲੋਕ ਲੈ ਰਹੇ ਹਨ। xyxy=(903,246,1010,288)
paragraph: ਰੈਲੀ ਵਿੱਚ ਵੱਖ-ਵੱਖ ਜ਼ਿਲ੍ਹਿਆਂ ਤੋਂ ਵੱਡੀ ਗਿਣਤੀ ਵਿੱਚ ਵਰਕਰ ਅਤੇ ਸਮਰਥਕ ਪਹੁੰਚੇ ਜਿਨ੍ਹਾਂ ਨੇ ਨਾਅਰੇਬਾਜ਼ੀ ਕੀਤੀ। xyxy=(690,1250,843,1282)
paragraph: ਹਿਮਾਚਲ ਪ੍ਰਦੇਸ਼ ਸਰਕਾਰ ਵੱਲੋਂ ਇੰਦਰਾ ਗਾਂਧੀ ਸੁਖ ਸਿੱਖਿਆ ਯੋਜਨਾ ਬੱਚਿਆਂ ਦੇ ਭਵਿੱਖ ਨੂੰ ਨਵੀਂ ਉਡਾਨ ਦੇਣ ਦਾ ਕੰਮ ਕਰ ਰਹੀ ਹੈ। ਇਸ ਯੋਜਨਾ ਤਹਿਤ ਵਿਧਵਾ ਅਤੇ ਇਕੱਲੀਆਂ ਮਹਿਲਾਵਾਂ ਦੇ ਬੱਚਿਆਂ ਨੂੰ ਪੜ੍ਹਾਈ ਲਈ ਆਰਥਿਕ ਸਹਾਇਤਾ ਦਿੱਤੀ ਜਾ ਰਹੀ ਹੈ। xyxy=(522,168,643,232)
story8-col1 xyxy=(523,1386,633,1533)
story5-highlight-box xyxy=(190,1021,338,1091)
paragraph: ਲੇਖਕ ਨੇ ਕਿਹਾ ਕਿ ਇਹ ਪੁਸਤਕ ਖੋਜੀ ਵਿਦਿਆਰਥੀਆਂ ਅਤੇ ਸਾਹਿਤ ਪ੍ਰੇਮੀਆਂ ਲਈ ਬਹੁਤ ਲਾਭਦਾਇਕ ਸਿੱਧ ਹੋਵੇਗੀ। xyxy=(774,1476,885,1507)
paragraph: ਮੁੱਖ ਮੰਤਰੀ ਭਗਵੰਤ ਸਿੰਘ ਮਾਨ ਦੀ ਅਗਵਾਈ ਹੇਠ ਪੰਜਾਬ ਸਰਕਾਰ ਵੱਲੋਂ 'ਸਾਡੇ ਬਜ਼ੁਰਗ, ਸਾਡਾ ਮਾਣ' ਤਹਿਤ ਰਾਜ ਪੱਧਰੀ ਸੀਨੀਅਰ ਸਿਟੀਜ਼ਨ ਦਿਵਸ 16 ਜਨਵਰੀ 2026 ਨੂੰ ਸਵੇਰੇ 10 ਵਜੇ ਮਨਾਇਆ ਜਾਵੇਗਾ। xyxy=(14,1043,174,1086)
story8-columns xyxy=(523,1386,1011,1533)
story2-photo xyxy=(659,144,766,256)
paragraph: ਉਨ੍ਹਾਂ ਮੌਜੂਦਾ ਸਰਕਾਰ ਉੱਤੇ ਵਾਅਦੇ ਪੂਰੇ ਨਾ ਕਰਨ ਦਾ ਦੋਸ਼ ਲਾਉਂਦਿਆਂ ਕਿਹਾ ਕਿ ਲੋਕ ਹੁਣ ਬਦਲਾਅ ਚਾਹੁੰਦੇ ਹਨ। xyxy=(522,1285,675,1306)
story3-col4 xyxy=(895,662,1010,901)
block-middle xyxy=(14,597,1010,910)
paragraph: ਸਮਾਗਮ ਵਾਲੀ ਥਾਂ ਉੱਤੇ ਬੈਠਣ, ਪੀਣ ਵਾਲੇ ਪਾਣੀ, ਪਾਰਕਿੰਗ ਅਤੇ ਮੈਡੀਕਲ ਟੀਮ ਦੇ ਪੁਖਤਾ ਇੰਤਜ਼ਾਮ ਕੀਤੇ ਗਏ ਹਨ। xyxy=(190,1202,338,1234)
photo-figure xyxy=(737,192,759,218)
paragraph: ਉਨ੍ਹਾਂ ਕਿਹਾ ਕਿ ਪੰਥ ਦੀ ਏਕਤਾ ਹੀ ਸਮੇਂ ਦੀ ਸਭ ਤੋਂ ਵੱਡੀ ਲੋੜ ਹੈ ਅਤੇ ਸਾਰੀਆਂ ਧਿਰਾਂ ਨੂੰ ਇੱਕ ਮੰਚ ਉੱਤੇ ਆਉਣਾ ਚਾਹੀਦਾ ਹੈ। xyxy=(271,867,379,909)
paragraph: ਸੂਦ ਨੇ ਭਰੋਸਾ ਦਿਵਾਇਆ ਕਿ ਉਹ ਇਸ ਮਾਮਲੇ ਨੂੰ ਉੱਚ ਅਧਿਕਾਰੀਆਂ ਕੋਲ ਉਠਾਉਣਗੇ ਅਤੇ ਹੱਲ ਕਰਵਾਉਣ ਦੀ ਪੂਰੀ ਕੋਸ਼ਿਸ਼ ਕਰਨਗੇ। xyxy=(190,1440,363,1472)
story3-headline: ਭਾਜਪਾ ਸਰਕਾਰ ਮਨਰੇਗਾ ਯੋਜਨਾ ਦਾ ਨਾਮ ਬਦਲ ਕੇ ਮਹਾਤਮਾ ਗਾਂਧੀ ਦੇ ਆਦਰਸ਼ਾਂ ਨੂੰ ਕਮਜ਼ੋਰ ਕਰਨ ਦੀ ਕੋਸ਼ਿਸ਼ ਕਰ ਰਹੀ ਹੈ-ਕੁਮਾਰੀ ਸੈਲਜਾ xyxy=(523,598,1009,649)
photo-figure xyxy=(703,191,727,219)
horizontal-divider xyxy=(14,588,1010,590)
photo-figure xyxy=(704,1102,718,1138)
brand-email: Info@paigamejagat.com xyxy=(34,21,116,31)
paragraph: ਅੰਤ ਵਿੱਚ ਲੰਗਰ ਵੀ ਵਰਤਾਇਆ ਗਿਆ ਅਤੇ ਸਾਰਿਆਂ ਦਾ ਧੰਨਵਾਦ ਕੀਤਾ ਗਿਆ। xyxy=(880,1086,1010,1107)
paragraph: ਵਿਧਾਇਕ ਨੇ ਵੀ ਆਪਣੇ ਸੰਬੋਧਨ ਵਿੱਚ ਕਿਹਾ ਕਿ ਹਲਕੇ ਵਿੱਚ ਸੜਕਾਂ, ਪਾਣੀ ਅਤੇ ਸਿਹਤ ਸਹੂਲਤਾਂ ਉੱਤੇ ਵਿਸ਼ੇਸ਼ ਧਿਆਨ ਦਿੱਤਾ ਜਾ ਰਿਹਾ ਹੈ। xyxy=(271,143,379,185)
column-divider xyxy=(512,1251,513,1533)
paragraph: ਇਸ ਯੋਜਨਾ ਲਈ 18 ਤੋਂ 27 ਸਾਲ ਦੀ ਉਮਰ ਦੇ ਵਿਦਿਆਰਥੀ ਵੀ ਯੋਗ ਹਨ ਜੋ ਉੱਚ ਸਿੱਖਿਆ ਹਾਸਲ ਕਰ ਰਹੇ ਹਨ। ਹੁਣ ਤੱਕ ਕੁੱਲ 2,61,48,722 ਰੁਪਏ ਦੀ ਰਾਸ਼ੀ ਵੰਡੀ ਜਾ ਚੁੱਕੀ ਹੈ। xyxy=(903,143,1010,196)
story-muktsar-gathering xyxy=(14,597,502,910)
story3-dateline: ਪੈਗ਼ਾਮ-ਏ-ਜਗਤ/ਅੰਬਾਲਾ 15 ਜਨਵਰੀ (ਪੈਗ਼ਾਮ-ਏ-ਜਗਤ) xyxy=(526,662,637,684)
story5-col2 xyxy=(182,1018,338,1235)
paragraph: ਇਸ ਤੋਂ ਇਲਾਵਾ ਸਰਕਾਰ ਵੱਲੋਂ ਹੋਰ ਵੀ ਕਈ ਸਮਾਜ ਭਲਾਈ ਯੋਜਨਾਵਾਂ ਚਲਾਈਆਂ ਜਾ ਰਹੀਆਂ ਹਨ ਜਿਨ੍ਹਾਂ ਦਾ ਲਾਭ ਲੋਕ ਲੈ ਰਹੇ ਹਨ। xyxy=(658,351,765,394)
paragraph: ਇਕੱਠ ਵਿੱਚ ਪੰਜਾਬ ਦੇ ਵੱਖ-ਵੱਖ ਹਿੱਸਿਆਂ ਤੋਂ ਪਹੁੰਚੇ ਨੌਜਵਾਨਾਂ ਨੇ ਭਰਵਾਂ ਹੁੰਗਾਰਾ ਭਰਿਆ ਅਤੇ ਨਵੀਂ ਲੀਡਰਸ਼ਿਪ ਨੂੰ ਸਮਰਥਨ ਦੇਣ ਦਾ ਐਲਾਨ ਕੀਤਾ। xyxy=(14,855,132,897)
story1-col3 xyxy=(263,144,378,582)
shoulders-shape xyxy=(285,748,365,770)
story6-bullet-list xyxy=(674,999,859,1021)
paragraph: ਵਿਭਾਗ ਵੱਲੋਂ 12,000 ਰੁਪਏ ਦੀ ਸਹਾਇਤਾ ਦਾ ਵੀ ਪ੍ਰਬੰਧ ਕੀਤਾ ਗਿਆ ਹੈ ਜੋ ਸਾਲਾਨਾ ਆਧਾਰ ਉੱਤੇ ਦਿੱਤੀ ਜਾਂਦੀ ਹੈ। xyxy=(781,143,888,185)
paragraph: ਸੂਬੇ ਦੀ ਸਰਕਾਰ ਉੱਤੇ ਵੀ ਉਨ੍ਹਾਂ ਨੇ ਵਾਅਦੇ ਪੂਰੇ ਨਾ ਕਰਨ ਦਾ ਦੋਸ਼ ਲਾਇਆ ਅਤੇ ਕਿਹਾ ਕਿ ਵਿਕਾਸ ਸਿਰਫ਼ ਕਾਗਜ਼ਾਂ ਤੱਕ ਸੀਮਤ ਹੈ। xyxy=(779,800,887,843)
paragraph: ਕਾਂਗਰਸ ਆਗੂ ਨੇ ਕਿਹਾ ਕਿ ਸਰਕਾਰ 125 ਕਰੋੜ ਲੋਕਾਂ ਦੀਆਂ ਉਮੀਦਾਂ ਉੱਤੇ ਖਰੀ ਨਹੀਂ ਉਤਰੀ ਅਤੇ ਬੇਰੁਜ਼ਗਾਰੀ ਲਗਾਤਾਰ ਵਧ ਰਹੀ ਹੈ। xyxy=(656,812,764,854)
paragraph: ਸਰਕਾਰ ਦਾ ਉਦੇਸ਼ ਹੈ ਕਿ ਕੋਈ ਵੀ ਬੱਚਾ ਆਰਥਿਕ ਤੰਗੀ ਕਾਰਨ ਸਿੱਖਿਆ ਤੋਂ ਵਾਂਝਾ ਨਾ ਰਹੇ। ਇਸੇ ਲਈ ਇਹ ਯੋਜਨਾ ਸ਼ੁਰੂ ਕੀਤੀ ਗਈ ਸੀ। xyxy=(903,200,1010,242)
story2-dateline: ਪੈਗ਼ਾਮ-ਏ-ਜਗਤ/ਊਨਾ 15 ਜਨਵਰੀ (ਸ਼ਮਿੰਦਰ ਕੁਮਾਰ) xyxy=(532,143,633,165)
photo-figure xyxy=(833,1105,846,1138)
story1-col4 xyxy=(386,144,501,582)
story8-portrait xyxy=(774,1386,884,1472)
masthead xyxy=(0,0,1024,62)
story5-columns xyxy=(14,1018,502,1235)
paragraph: ਸੁਧੀਰ ਜੋਸ਼ਵਾਲ ਸਮੇਤ ਵੱਡੀ ਗਿਣਤੀ ਵਿੱਚ ਆਗੂ ਅਤੇ ਵਰਕਰ ਮੌਜੂਦ ਸਨ। xyxy=(902,800,1011,821)
photo-figure xyxy=(803,1104,817,1138)
paragraph: ਇਸ ਮੌਕੇ ਉਨ੍ਹਾਂ ਨੇ ਵੱਖ-ਵੱਖ ਯੋਜਨਾਵਾਂ ਦੇ ਲਾਭਪਾਤਰੀਆਂ ਨਾਲ ਵੀ ਗੱਲਬਾਤ ਕੀਤੀ ਅਤੇ ਉਨ੍ਹਾਂ ਦੇ ਅਨੁਭਵ ਸੁਣੇ। xyxy=(394,189,502,221)
story7-col2 xyxy=(182,1316,362,1473)
story3-col1 xyxy=(523,662,641,901)
story7-dateline: ਪੈਗ਼ਾਮ-ਏ-ਜਗਤ ਹੁਸ਼ਿਆਰਪੁਰ (ਰਜਨੀਸ਼ ਅਜਨੌਰ) xyxy=(21,1316,167,1327)
paragraph: ਇਸ ਮੌਕੇ ਨਵੇਂ ਅਹੁਦੇਦਾਰਾਂ ਦੀ ਨਿਯੁਕਤੀ ਵੀ ਕੀਤੀ ਗਈ ਅਤੇ ਉਨ੍ਹਾਂ ਨੂੰ ਸਨਮਾਨਿਤ ਕੀਤਾ ਗਿਆ। xyxy=(858,1250,1010,1271)
story1-photo xyxy=(148,267,255,385)
story8-dateline: ਖਰੜ, 15 ਜਨਵਰੀ (ਪੈਗ਼ਾਮ-ਏ-ਜਗਤ) xyxy=(531,1386,623,1408)
story-senior-citizen-day xyxy=(14,926,502,1235)
paragraph: ਪ੍ਰਸ਼ਾਸਨ ਵੱਲੋਂ ਭਰੋਸਾ ਦਿੱਤਾ ਗਿਆ ਕਿ ਮਾਮਲੇ ਉੱਤੇ ਹਮਦਰਦੀ ਨਾਲ ਵਿਚਾਰ ਕੀਤਾ ਜਾਵੇਗਾ। xyxy=(378,1376,502,1396)
masthead-right xyxy=(800,6,1010,52)
torch-cup-icon xyxy=(980,16,998,38)
paragraph: ਇਸ ਮੌਕੇ ਉਨ੍ਹਾਂ ਨੇ ਵੱਖ-ਵੱਖ ਯੋਜਨਾਵਾਂ ਦੇ ਲਾਭਪਾਤਰੀਆਂ ਨਾਲ ਵੀ ਗੱਲਬਾਤ ਕੀਤੀ ਅਤੇ ਉਨ੍ਹਾਂ ਦੇ ਅਨੁਭਵ ਸੁਣੇ। xyxy=(148,492,256,523)
photo-figure xyxy=(164,336,179,354)
paragraph: ਸੈਲਜਾ ਨੇ ਦੋਸ਼ ਲਾਇਆ ਕਿ ਸਰਕਾਰ ਬਜਟ ਵਿੱਚ ਲਗਾਤਾਰ ਕਟੌਤੀ ਕਰ ਰਹੀ ਹੈ ਜਿਸ ਨਾਲ ਮਜ਼ਦੂਰਾਂ ਨੂੰ ਕੰਮ ਨਹੀਂ ਮਿਲ ਰਿਹਾ ਅਤੇ ਭੁਗਤਾਨ ਵੀ ਸਮੇਂ ਸਿਰ ਨਹੀਂ ਹੋ ਰਿਹਾ। xyxy=(522,790,641,833)
paragraph: ਸਰਕਾਰ ਦਾ ਉਦੇਸ਼ ਹੈ ਕਿ ਕੋਈ ਵੀ ਬੱਚਾ ਆਰਥਿਕ ਤੰਗੀ ਕਾਰਨ ਸਿੱਖਿਆ ਤੋਂ ਵਾਂਝਾ ਨਾ ਰਹੇ। ਇਸੇ ਲਈ ਇਹ ਯੋਜਨਾ ਸ਼ੁਰੂ ਕੀਤੀ ਗਈ ਸੀ। xyxy=(658,305,765,348)
story4-headline: ਸ੍ਰੀ ਮੁਕਤਸਰ ਸਾਹਿਬ ਦੀ ਧਰਤੀ ਤੇ ਹੋਏ ਪੰਥਕ ਇਕੱਠ ਨੇ ਪੰਜਾਬ 'ਚ ਇੱਕ ਨਵੀਂ ਲਹਿਰ ਦੀ ਨੀਂਹ ਰੱਖੀ-ਬਰਜਿੰਦਰ ਸਿੰਘ ਹੁਸੈਨਪੁਰ xyxy=(19,598,496,649)
paragraph: ਅਧਿਕਾਰੀਆਂ ਅਨੁਸਾਰ ਜ਼ਿਲ੍ਹੇ ਵਿੱਚ ਹੁਣ ਤੱਕ ਸੈਂਕੜੇ ਪਰਿਵਾਰ ਇਸ ਯੋਜਨਾ ਦਾ ਲਾਭ ਲੈ ਚੁੱਕੇ ਹਨ। ਵਿਭਾਗ ਵੱਲੋਂ ਲਗਾਤਾਰ ਨਵੇਂ ਬਿਨੈਕਾਰਾਂ ਨੂੰ ਵੀ ਜੋੜਿਆ ਜਾ ਰਿਹਾ ਹੈ। xyxy=(781,314,888,367)
paragraph: ਇਸ ਮੌਕੇ ਪੰਜਾਬ ਦੇ ਸੂਬਾ ਪ੍ਰਧਾਨ ਅਵਤਾਰ ਸਿੰਘ ਕਰੀਮਪੁਰੀ ਨੇ ਕਿਹਾ ਕਿ 2027 ਵਿੱਚ ਪੰਜਾਬ ਦੀ ਸਿਆਸਤ ਵਿੱਚ ਵੱਡਾ ਉਲਟਫੇਰ ਹੋਵੇਗਾ। xyxy=(522,1062,643,1105)
story4-portrait xyxy=(271,681,378,771)
story2-headline: ਇੰਦਰਾ ਗਾਂਧੀ ਸੁਖ ਸਿੱਖਿਆ ਯੋਜਨਾ ਬੱਚਿਆਂ ਦੇ ਭਵਿੱਖ ਨੂੰ ਇੱਕ ਨਵੀਂ ਉਡਾਨ xyxy=(531,80,1002,131)
paragraph: ਪ੍ਰਸ਼ਾਸਨ ਨੂੰ ਹਦਾਇਤ ਦਿੱਤੀ ਗਈ ਕਿ ਯੋਜਨਾਵਾਂ ਦਾ ਲਾਭ ਆਖਰੀ ਵਿਅਕਤੀ ਤੱਕ ਪਹੁੰਚਾਇਆ ਜਾਵੇ ਅਤੇ ਕਿਸੇ ਵੀ ਤਰ੍ਹਾਂ ਦੀ ਲਾਪਰਵਾਹੀ ਬਰਦਾਸ਼ਤ ਨਹੀਂ ਕੀਤੀ ਜਾਵੇਗੀ। xyxy=(148,527,256,580)
paragraph: ਭਾਜਪਾ ਦੇ ਸੂਬਾ ਪ੍ਰਧਾਨ ਮੋਹਨ ਲਾਲ ਬੜੋਲੀ ਨੇ ਕਿਹਾ ਕਿ ਕਾਂਗਰਸ ਵੱਲੋਂ ਜੀਰਾਮਜੀ ਯੋਜਨਾ ਸਬੰਧੀ ਫੈਲਾਏ ਜਾ ਰਹੇ ਝੂਠਾਂ ਨੂੰ ਜਨਤਾ ਨੇ ਪੂਰੀ ਤਰ੍ਹਾਂ ਰੱਦ ਕਰ ਦਿੱਤਾ ਹੈ। ਉਨ੍ਹਾਂ ਕਿਹਾ ਕਿ ਸਰਕਾਰ ਦੀ ਹਰ ਯੋਜਨਾ ਗਰੀਬ ਅਤੇ ਵੰਚਿਤ ਵਰਗ ਤੱਕ ਪਹੁੰਚ ਰਹੀ ਹੈ। xyxy=(14,168,132,232)
story6-highlight-box xyxy=(659,994,865,1028)
story2-col2 xyxy=(651,144,766,442)
paragraph: ਸਭ ਤੋਂ ਵੱਡੀ ਚੁਣੌਤੀ ਨਸ਼ਿਆਂ ਦੀ ਹੈ, ਜਿਸ ਨੂੰ ਜੜ੍ਹੋਂ ਖਤਮ ਕਰਨ ਲਈ ਸਾਂਝੀ ਮੁਹਿੰਮ ਚਲਾਉਣ ਦੀ ਲੋੜ ਹੈ, ਉਨ੍ਹਾਂ ਆਖਿਆ। xyxy=(148,726,256,758)
paragraph: ਨਵੀਂ ਸਰਕਾਰ ਨੂੰ ਚਾਹੀਦਾ ਹੈ ਕਿ ਉਹ ਗਰੀਬ ਅਤੇ ਮਜ਼ਦੂਰ ਵਰਗ ਦੇ ਹਿੱਤਾਂ ਦੀ ਰਾਖੀ ਕਰੇ ਅਤੇ ਯੋਜਨਾਵਾਂ ਨੂੰ ਸਹੀ ਢੰਗ ਨਾਲ ਲਾਗੂ ਕਰੇ। xyxy=(779,708,887,750)
paragraph: ਉਨ੍ਹਾਂ ਨੇ ਵਿਧਾਇਕ ਰਣਧੀਰ ਪਨੀਹਾਰ ਨੂੰ ਜਨਮਦਿਨ ਦੀਆਂ ਸ਼ੁੱਭਕਾਮਨਾਵਾਂ ਦਿੰਦਿਆਂ ਕਿਹਾ ਕਿ ਉਹ ਹਲਕੇ ਦੇ ਵਿਕਾਸ ਲਈ ਲਗਾਤਾਰ ਕੰਮ ਕਰ ਰਹੇ ਹਨ ਅਤੇ ਲੋਕਾਂ ਦੀਆਂ ਸਮੱਸਿਆਵਾਂ ਦਾ ਹੱਲ ਕਰਵਾ ਰਹੇ ਹਨ। xyxy=(14,350,132,403)
paragraph: ਉਨ੍ਹਾਂ ਨਗਰ ਨਿਗਮ ਅਧਿਕਾਰੀਆਂ ਨੂੰ ਅਪੀਲ ਕੀਤੀ ਕਿ ਮਾਨਵੀ ਪਹੁੰਚ ਅਪਣਾਉਂਦਿਆਂ ਇਸ ਮਸਲੇ ਦਾ ਹੱਲ ਕੱਢਿਆ ਜਾਵੇ। xyxy=(14,1436,174,1467)
story4-col2 xyxy=(140,681,255,910)
story4-dateline: ਪੈਗ਼ਾਮ-ਏ-ਜਗਤ/ਨਵਾਂਸ਼ਹਿਰ 15 ਜਨਵਰੀ (ਗੁਰਬਖਸ਼ ਸਿੰਘ) xyxy=(14,680,132,703)
paragraph: ਸਰਪ੍ਰਸਤ ਡਾ. ਹਰਨੇਕ ਸਿੰਘ ਕਲੇਰ ਨੇ ਦੱਸਿਆ ਕਿ ਸਮਾਗਮ ਵਿੱਚ ਪੰਜਾਬੀ ਸਾਹਿਤ ਅਤੇ ਪੱਤਰਕਾਰੀ ਨਾਲ ਜੁੜੀਆਂ ਕਈ ਉੱਘੀਆਂ ਸ਼ਖਸੀਅਤਾਂ ਸ਼ਾਮਲ ਹੋਣਗੀਆਂ। xyxy=(522,1479,633,1532)
story5-col1 xyxy=(14,1018,174,1235)
paragraph: ਡਿਪਟੀ ਕਮਿਸ਼ਨਰ ਨੇ ਕਿਹਾ ਕਿ ਬਜ਼ੁਰਗਾਂ ਦੇ ਤਜਰਬੇ ਅਤੇ ਯੋਗਦਾਨ ਨੂੰ ਸਨਮਾਨ ਦੇਣਾ ਸਮੁੱਚੇ ਸਮਾਜ ਦੀ ਜ਼ਿੰਮੇਵਾਰੀ ਹੈ। xyxy=(14,1195,174,1216)
paragraph: ਬੜੋਲੀ ਨੇ ਅੱਗੇ ਕਿਹਾ ਕਿ ਵਿਰੋਧੀ ਧਿਰ ਕੋਲ ਕੋਈ ਮੁੱਦਾ ਨਹੀਂ ਬਚਿਆ, ਇਸ ਲਈ ਉਹ ਝੂਠੇ ਪ੍ਰਚਾਰ ਦਾ ਸਹਾਰਾ ਲੈ ਰਹੀ ਹੈ। ਜਨਤਾ ਸਭ ਜਾਣਦੀ ਹੈ ਕਿ ਵਿਕਾਸ ਦੇ ਕੰਮ ਕਿਸ ਸਰਕਾਰ ਵਿੱਚ ਹੋਏ ਹਨ। xyxy=(14,293,132,346)
paragraph: ਮੁੱਖ ਮੰਤਰੀ ਨਾਇਬ ਸਿੰਘ ਸੈਣੀ ਦੀ ਅਗਵਾਈ ਹੇਠ ਹਰਿਆਣਾ ਵਿਕਾਸ ਦੇ ਰਾਹ 'ਤੇ ਤੇਜ਼ੀ ਨਾਲ ਅੱਗੇ ਵਧ ਰਿਹਾ ਹੈ। ਹਰ ਵਰਗ ਦੇ ਹਿੱਤਾਂ ਦਾ ਧਿਆਨ ਰੱਖਿਆ ਜਾ ਰਿਹਾ ਹੈ। xyxy=(148,389,256,442)
story8-rule xyxy=(523,1380,1011,1382)
paragraph: ਯੋਜਨਾ ਦਾ ਲਾਭ ਲੈਣ ਲਈ ਲਾਭਪਾਤਰੀ ਨੂੰ ਆਪਣੇ ਨੇੜਲੇ ਆਂਗਨਵਾੜੀ ਕੇਂਦਰ ਜਾਂ ਬਾਲ ਵਿਕਾਸ ਪ੍ਰੋਜੈਕਟ ਅਫਸਰ ਦੇ ਦਫ਼ਤਰ ਵਿੱਚ ਅਰਜ਼ੀ ਦੇਣੀ ਹੋਵੇਗੀ। xyxy=(658,259,765,301)
paper-title: ਪੈਗ਼ਾਮ-ਏ-ਜਗਤ xyxy=(892,12,966,27)
list-item: • ਲੋੜਵੰਦਾਂ ਨੂੰ ਮੌਕੇ 'ਤੇ ਵੰਡੇ ਜਾਣਗੇ ਸਹਾਇਕ ਉਪਕਰਣ xyxy=(213,1063,332,1085)
paragraph: ਡਾ. ਗੁਰਵਿੰਦਰ ਸਿੰਘ ਬਲਾੜਾ, ਪ੍ਰੋ. ਮੋਹਨ ਸਿੰਘ ਅਤੇ ਹੋਰ ਸਾਹਿਤਕਾਰ ਵੀ ਇਸ ਮੌਕੇ ਆਪਣੇ ਵਿਚਾਰ ਪੇਸ਼ ਕਰਨਗੇ। xyxy=(900,1386,1010,1417)
paragraph: ਵਿਧਾਇਕ ਨੇ ਵੀ ਆਪਣੇ ਸੰਬੋਧਨ ਵਿੱਚ ਕਿਹਾ ਕਿ ਹਲਕੇ ਵਿੱਚ ਸੜਕਾਂ, ਪਾਣੀ ਅਤੇ ਸਿਹਤ ਸਹੂਲਤਾਂ ਉੱਤੇ ਵਿਸ਼ੇਸ਼ ਧਿਆਨ ਦਿੱਤਾ ਜਾ ਰਿਹਾ ਹੈ। xyxy=(394,281,502,324)
shoulders-shape xyxy=(790,1451,868,1471)
paragraph: ਉਨ੍ਹਾਂ ਅੱਗੇ ਕਿਹਾ ਕਿ ਕਾਂਗਰਸ ਪਾਰਟੀ ਹਰ ਵਰਗ ਦੀ ਆਵਾਜ਼ ਬੁਲੰਦ ਕਰਦੀ ਰਹੇਗੀ ਅਤੇ ਲੋਕਾਂ ਦੇ ਹੱਕਾਂ ਲਈ ਸੰਘਰਸ਼ ਜਾਰੀ ਰੱਖੇਗੀ। xyxy=(779,754,887,796)
paragraph: ਪੰਜਾਬੀ ਸਾਹਿਤ ਜਗਤ ਵਿੱਚ ਇੱਕ ਨਿਵੇਕਲੀ ਪੁਸਤਕ 'ਆਕਾਸ਼ਵਾਣੀ ਦੇ ਸਾਹਿਤਕ ਸਿਤਾਰੇ' ਦਾ ਲੋਕ ਅਰਪਣ ਸਮਾਗਮ 18.01.2026 ਨੂੰ ਹੋ ਰਿਹਾ ਹੈ। ਇਹ ਪੁਸਤਕ ਜਸਵਿੰਦਰ ਸਿੰਘ ਕਾਇਨੌਰ ਵੱਲੋਂ ਲਿਖੀ ਗਈ ਹੈ। xyxy=(522,1411,633,1475)
paragraph: ਉਨ੍ਹਾਂ ਨੂੰ 2027 ਦੀਆਂ ਵਿਧਾਨ ਸਭਾ ਚੋਣਾਂ ਲਈ ਬਣਾਈ ਗਈ ਚੋਣ ਕਮੇਟੀ ਦਾ ਕੋਆਰਡੀਨੇਟਰ ਨਿਯੁਕਤ ਕੀਤਾ ਗਿਆ ਹੈ। ਇਸ ਮੌਕੇ ਵੱਡੀ ਗਿਣਤੀ ਵਿੱਚ ਸੰਗਤਾਂ ਹਾਜ਼ਰ ਸਨ। xyxy=(14,763,132,816)
paragraph: ਕਰੀਮਪੁਰੀ ਨੇ ਕਿਹਾ ਕਿ ਦਲਿਤ, ਪਛੜੇ ਅਤੇ ਗਰੀਬ ਵਰਗ ਦੇ ਲੋਕਾਂ ਨੂੰ ਉਨ੍ਹਾਂ ਦਾ ਬਣਦਾ ਹੱਕ ਦਿਵਾਉਣ ਲਈ ਬਸਪਾ ਲਗਾਤਾਰ ਸੰਘਰਸ਼ ਕਰ ਰਹੀ ਹੈ। xyxy=(522,1155,643,1197)
column-divider xyxy=(512,597,513,910)
paragraph: ਬੁਲਾਰਿਆਂ ਨੇ ਕਿਹਾ ਕਿ ਭੈਣ ਮਾਇਆਵਤੀ ਨੇ ਸਮਾਜ ਦੇ ਦੱਬੇ-ਕੁਚਲੇ ਵਰਗਾਂ ਨੂੰ ਸਿਆਸੀ ਤਾਕਤ ਦਿਵਾਈ ਹੈ। xyxy=(880,991,1010,1022)
story-bsp-rally xyxy=(523,926,1011,1235)
photo-cheque xyxy=(695,228,755,250)
list-item: • ਕੈਬਨਿਟ ਮੰਤਰੀ ਡਾ. ਬਲਜੀਤ ਕੌਰ ਕਰਵਾਉਣਗੇ ਬਹੁ-ਮੰਤਵੀ ਸੇਵਾ ਕੈਂਪਾਂ ਦੀ ਸ਼ੁਰੂਆਤ xyxy=(213,1026,332,1059)
story1-headline: ਕਾਂਗਰਸ ਵੱਲੋਂ ਜੀਰਾਮਜੀ ਯੋਜਨਾ ਸਬੰਧੀ ਫੈਲਾਏ ਜਾ ਰਹੇ ਝੂਠਾਂ ਨੂੰ ਜਨਤਾ ਨੇ ਰੱਦ ਕਰ ਦਿੱਤਾ ਹੈ: ਮੋਹਨ ਲਾਲ ਬੜੋਲੀ xyxy=(14,80,501,131)
paragraph: ਉਨ੍ਹਾਂ ਅਪੀਲ ਕੀਤੀ ਕਿ ਜ਼ਿਲ੍ਹੇ ਦੇ ਵੱਧ ਤੋਂ ਵੱਧ ਬਜ਼ੁਰਗ ਇਸ ਸਮਾਗਮ ਵਿੱਚ ਸ਼ਾਮਲ ਹੋ ਕੇ ਇਸ ਨੂੰ ਸਫਲ ਬਣਾਉਣ। xyxy=(190,1096,338,1128)
list-item: • 2027 'ਚ ਪੰਜਾਬ ਦੀ ਸਰਕਾਰ ਵਿੱਚ ਹੋਵੇਗਾ ਵੱਡਾ ਉਲਟਫੇਰ, ਬਸਪਾ ਪਾਸ ਹੋਵੇਗਾ ਸਰਕਾਰ ਦਾ ਰਿਮੋਟ ਕੰਟਰੋਲ: ਕਰੀਮਪੁਰੀ xyxy=(682,999,859,1021)
paragraph: ਵੱਖ-ਵੱਖ ਵਿਭਾਗਾਂ ਦੇ ਸਟਾਲ ਵੀ ਲਗਾਏ ਜਾਣਗੇ ਜਿੱਥੇ ਸਰਕਾਰੀ ਯੋਜਨਾਵਾਂ ਬਾਰੇ ਜਾਣਕਾਰੀ ਦਿੱਤੀ ਜਾਵੇਗੀ ਅਤੇ ਮੌਕੇ ਉੱਤੇ ਹੀ ਫਾਰਮ ਭਰੇ ਜਾਣਗੇ। xyxy=(190,1132,338,1163)
paragraph: ਹੁਸੈਨਪੁਰ ਨੇ ਕਿਹਾ ਕਿ ਪੰਜਾਬ ਦੇ ਪਾਣੀਆਂ, ਕਿਸਾਨੀ ਅਤੇ ਨੌਜਵਾਨਾਂ ਦੇ ਰੁਜ਼ਗਾਰ ਦੇ ਮੁੱਦਿਆਂ ਨੂੰ ਤਰਜੀਹ ਦਿੱਤੀ ਜਾਵੇਗੀ। xyxy=(148,680,256,723)
story4-col1 xyxy=(14,681,132,910)
paragraph: ਸਮਾਗਮ ਦੀ ਸਮਾਪਤੀ ਉੱਤੇ ਸਾਰੇ ਵਰਕਰਾਂ ਦਾ ਧੰਨਵਾਦ ਕੀਤਾ ਗਿਆ ਅਤੇ ਆਉਣ ਵਾਲੇ ਪ੍ਰੋਗਰਾਮਾਂ ਦੀ ਰੂਪਰੇਖਾ ਸਾਂਝੀ ਕੀਤੀ ਗਈ। xyxy=(394,328,502,370)
photo-figure xyxy=(770,1101,784,1138)
story8-col4 xyxy=(892,1386,1010,1533)
paragraph: ਲੋੜਵੰਦ ਬਜ਼ੁਰਗਾਂ ਨੂੰ ਮੌਕੇ ਉੱਤੇ ਹੀ ਸਹਾਇਕ ਉਪਕਰਣ ਜਿਵੇਂ ਵ੍ਹੀਲਚੇਅਰ, ਵਾਕਰ, ਸੁਣਨ ਵਾਲੀਆਂ ਮਸ਼ੀਨਾਂ ਅਤੇ ਐਨਕਾਂ ਵੰਡੀਆਂ ਜਾਣਗੀਆਂ। xyxy=(353,1064,502,1096)
paragraph: ਸਮਾਗਮ ਦੌਰਾਨ ਕਵੀ ਦਰਬਾਰ ਵੀ ਕਰਵਾਇਆ ਜਾਵੇਗਾ ਜਿਸ ਵਿੱਚ ਨਾਮਵਰ ਕਵੀ ਹਿੱਸਾ ਲੈਣਗੇ। xyxy=(900,1421,1010,1452)
story6-cont-col2 xyxy=(682,1251,842,1308)
story2-col1 xyxy=(523,144,643,442)
story3-photo xyxy=(657,662,764,762)
paragraph: ਉਨ੍ਹਾਂ ਨੇ ਵਿਧਾਇਕ ਰਣਧੀਰ ਪਨੀਹਾਰ ਨੂੰ ਜਨਮਦਿਨ ਦੀਆਂ ਸ਼ੁੱਭਕਾਮਨਾਵਾਂ ਦਿੰਦਿਆਂ ਕਿਹਾ ਕਿ ਉਹ ਹਲਕੇ ਦੇ ਵਿਕਾਸ ਲਈ ਲਗਾਤਾਰ ਕੰਮ ਕਰ ਰਹੇ ਹਨ ਅਤੇ ਲੋਕਾਂ ਦੀਆਂ ਸਮੱਸਿਆਵਾਂ ਦਾ ਹੱਲ ਕਰਵਾ ਰਹੇ ਹਨ। xyxy=(271,349,379,413)
page-number: 4 xyxy=(14,5,29,38)
paragraph: ਪਾਰਟੀ ਆਗੂਆਂ ਨੇ ਐਲਾਨ ਕੀਤਾ ਕਿ ਆਉਣ ਵਾਲੇ ਮਹੀਨਿਆਂ ਵਿੱਚ ਪੰਜਾਬ ਭਰ ਵਿੱਚ ਰੈਲੀਆਂ ਕੀਤੀਆਂ ਜਾਣਗੀਆਂ। xyxy=(858,1275,1010,1306)
photo-figure xyxy=(307,1360,327,1383)
story5-headline: 'ਸਾਡੇ ਬਜ਼ੁਰਗ, ਸਾਡਾ ਮਾਣ' ਤਹਿਤ ਐੱਸ.ਏ.ਐੱਸ. ਨਗਰ ਵਿਖੇ ਅੱਜ ਮਨਾਇਆ ਜਾਵੇਗਾ ਰਾਜ ਪੱਧਰੀ 'ਸੀਨੀਅਰ ਸਿਟੀਜ਼ਨ ਦਿਵਸ': ਡਿਪਟੀ ਕਮਿਸ਼ਨਰ ਕੋਮਲ ਮਿੱਤਲ xyxy=(29,927,486,1005)
paragraph: ਉਨ੍ਹਾਂ ਕਿਹਾ ਕਿ ਮਨਰੇਗਾ ਨੇ ਪੇਂਡੂ ਖੇਤਰਾਂ ਵਿੱਚ ਕਰੋੜਾਂ ਲੋਕਾਂ ਨੂੰ ਰੁਜ਼ਗਾਰ ਦਿੱਤਾ ਹੈ ਅਤੇ ਸੰਕਟ ਦੇ ਸਮੇਂ ਇਹ ਯੋਜਨਾ ਗਰੀਬਾਂ ਲਈ ਸਹਾਰਾ ਬਣੀ ਸੀ। xyxy=(902,662,1011,704)
story7-columns xyxy=(14,1316,502,1473)
masthead-right-text xyxy=(858,6,966,42)
paragraph: ਕਾਂਗਰਸ ਦੀ ਸੀਨੀਅਰ ਆਗੂ ਅਤੇ ਸਾਬਕਾ ਕੇਂਦਰੀ ਮੰਤਰੀ ਕੁਮਾਰੀ ਸੈਲਜਾ ਨੇ ਕਿਹਾ ਕਿ ਭਾਜਪਾ ਸਰਕਾਰ ਮਨਰੇਗਾ ਯੋਜਨਾ ਦਾ ਨਾਮ ਬਦਲ ਕੇ ਮਹਾਤਮਾ ਗਾਂਧੀ ਦੇ ਆਦਰਸ਼ਾਂ ਨੂੰ ਕਮਜ਼ੋਰ ਕਰਨ ਦੀ ਕੋਸ਼ਿਸ਼ ਕਰ ਰਹੀ ਹੈ। xyxy=(522,687,641,740)
photo-figure xyxy=(672,1104,686,1138)
paragraph: ਬੜੋਲੀ ਨੇ ਕਿਹਾ ਕਿ 'ਵਿਕਸਤ ਭਾਰਤ-ਵਿਕਸਤ ਹਰਿਆਣਾ' ਦੇ ਸੰਕਲਪ ਨੂੰ ਪੂਰਾ ਕਰਨ ਲਈ ਹਰ ਵਰਕਰ ਨੂੰ ਜ਼ਿੰਮੇਵਾਰੀ ਨਾਲ ਕੰਮ ਕਰਨਾ ਹੋਵੇਗਾ। xyxy=(394,143,502,185)
beard-shape xyxy=(810,1429,848,1453)
block-third xyxy=(14,926,1010,1235)
paragraph: ਸ੍ਰੀ ਮੁਕਤਸਰ ਸਾਹਿਬ ਦੀ ਪਵਿੱਤਰ ਧਰਤੀ ਉੱਤੇ ਹੋਏ ਵਿਸ਼ਾਲ ਪੰਥਕ ਇਕੱਠ ਨੇ ਪੰਜਾਬ ਵਿੱਚ ਇੱਕ ਨਵੀਂ ਲਹਿਰ ਦੀ ਨੀਂਹ ਰੱਖ ਦਿੱਤੀ ਹੈ। ਇਹ ਗੱਲ ਸ: ਬਰਜਿੰਦਰ ਸਿੰਘ ਹੁਸੈਨਪੁਰ ਨੇ ਕਹੀ। xyxy=(14,706,132,759)
story5-bullet-list xyxy=(205,1026,332,1084)
paragraph: ਦੇਸ਼ ਭਰ ਵਿੱਚ ਵਾਪਰ ਰਹੀਆਂ ਘਟਨਾਵਾਂ ਦਾ ਹਵਾਲਾ ਦਿੰਦੇ ਹੋਏ ਕੁਮਾਰੀ ਸੈਲਜਾ ਨੇ ਕਿਹਾ ਕਿ ਕਾਨੂੰਨ ਵਿਵਸਥਾ ਦੀ ਹਾਲਤ ਵੀ ਚਿੰਤਾਜਨਕ ਹੈ। xyxy=(902,754,1011,796)
paragraph: ਉਨ੍ਹਾਂ ਕਿਹਾ ਕਿ ਸ਼ਹਿਰ ਦੀ ਸੁੰਦਰਤਾ ਅਤੇ ਆਵਾਜਾਈ ਦਾ ਧਿਆਨ ਰੱਖਣਾ ਵੀ ਜ਼ਰੂਰੀ ਹੈ ਪਰ ਗਰੀਬਾਂ ਦਾ ਚੁੱਲ੍ਹਾ ਨਹੀਂ ਬੁਝਣਾ ਚਾਹੀਦਾ। xyxy=(378,1316,502,1347)
paragraph: ਪ੍ਰਸ਼ਾਸਨ ਨੂੰ ਹਦਾਇਤ ਦਿੱਤੀ ਗਈ ਕਿ ਯੋਜਨਾਵਾਂ ਦਾ ਲਾਭ ਆਖਰੀ ਵਿਅਕਤੀ ਤੱਕ ਪਹੁੰਚਾਇਆ ਜਾਵੇ ਅਤੇ ਕਿਸੇ ਵੀ ਤਰ੍ਹਾਂ ਦੀ ਲਾਪਰਵਾਹੀ ਬਰਦਾਸ਼ਤ ਨਹੀਂ ਕੀਤੀ ਜਾਵੇਗੀ। xyxy=(394,225,502,278)
paragraph: ਡਾ. ਗੁਰਵਿੰਦਰ ਸਿੰਘ ਬਲਾੜਾ, ਪ੍ਰੋ. ਮੋਹਨ ਸਿੰਘ ਅਤੇ ਹੋਰ ਸਾਹਿਤਕਾਰ ਵੀ ਇਸ ਮੌਕੇ ਆਪਣੇ ਵਿਚਾਰ ਪੇਸ਼ ਕਰਨਗੇ। xyxy=(648,1489,759,1520)
paragraph: ਉਨ੍ਹਾਂ ਮੌਜੂਦਾ ਸਰਕਾਰ ਉੱਤੇ ਵਾਅਦੇ ਪੂਰੇ ਨਾ ਕਰਨ ਦਾ ਦੋਸ਼ ਲਾਉਂਦਿਆਂ ਕਿਹਾ ਕਿ ਲੋਕ ਹੁਣ ਬਦਲਾਅ ਚਾਹੁੰਦੇ ਹਨ। xyxy=(658,1157,865,1178)
paragraph: ਦੇਸ਼ ਭਰ ਵਿੱਚ ਵਾਪਰ ਰਹੀਆਂ ਘਟਨਾਵਾਂ ਦਾ ਹਵਾਲਾ ਦਿੰਦੇ ਹੋਏ ਕੁਮਾਰੀ ਸੈਲਜਾ ਨੇ ਕਿਹਾ ਕਿ ਕਾਨੂੰਨ ਵਿਵਸਥਾ ਦੀ ਹਾਲਤ ਵੀ ਚਿੰਤਾਜਨਕ ਹੈ। xyxy=(779,662,887,704)
story3-col3 xyxy=(772,662,887,901)
story-vegetable-vendors xyxy=(14,1251,502,1533)
story3-rule xyxy=(523,656,1011,658)
horizontal-divider xyxy=(523,1313,1011,1314)
story-congress xyxy=(14,78,502,581)
paragraph: ਪੰਜ ਕਿੱਲੋ ਰਾਸ਼ਨ ਨਾਲ ਕੋਈ ਲੋਕਾਂ ਦਾ ਪੇਟ ਭਰ ਸਕਦਾ ਹੈ ਪਰ ਇਹ ਉਨ੍ਹਾਂ ਨੂੰ ਆਰਥਿਕ ਤੌਰ 'ਤੇ ਮਜ਼ਬੂਤ ਨਹੀਂ ਬਣਾ ਸਕਦਾ, ਉਨ੍ਹਾਂ ਕਿਹਾ। xyxy=(656,858,764,900)
